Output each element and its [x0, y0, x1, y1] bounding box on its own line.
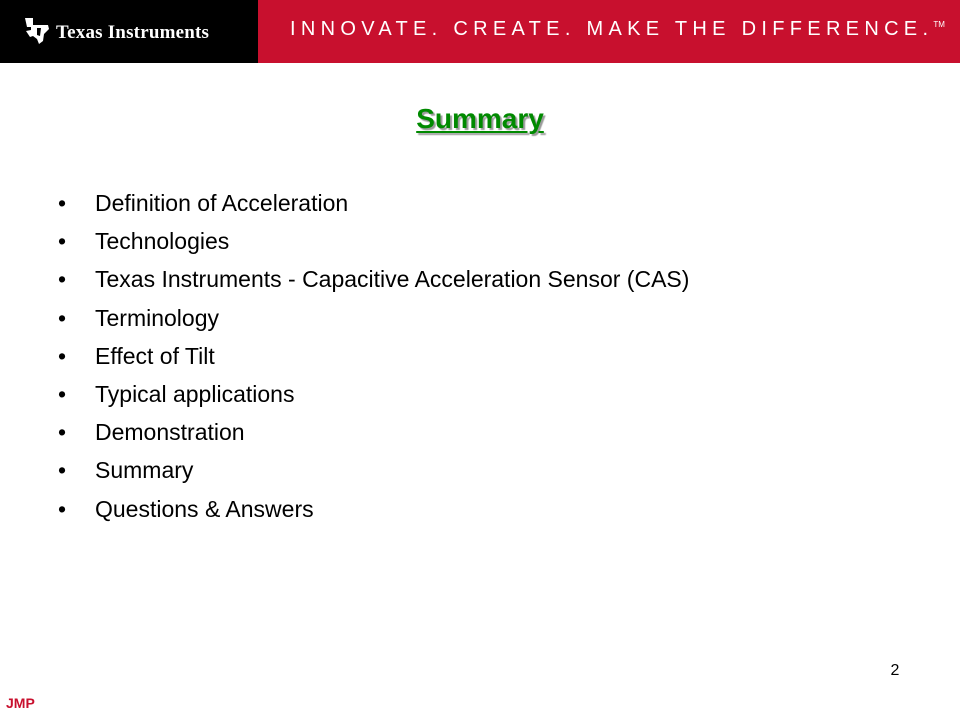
bullet-item: [58, 266, 689, 304]
bullet-item: [58, 457, 689, 495]
bullet-dot: •: [58, 380, 67, 407]
trademark-symbol: TM: [933, 20, 945, 29]
author-initials: JMP: [6, 695, 35, 711]
bullet-dot: •: [58, 419, 67, 446]
bullet-text: Technologies: [95, 228, 230, 255]
bullet-dot: •: [58, 304, 67, 331]
bullet-item: [58, 419, 689, 457]
brand-name: Texas Instruments: [56, 22, 210, 43]
bullet-text: Texas Instruments - Capacitive Acceleration Sensor (CAS): [95, 266, 690, 293]
slide-title: [0, 99, 960, 136]
bullet-list: [58, 190, 689, 534]
bullet-text: Effect of Tilt: [95, 342, 215, 369]
bullet-text: Terminology: [95, 304, 219, 331]
texas-state-logo-icon: [24, 16, 50, 46]
bullet-dot: •: [58, 266, 67, 293]
bullet-item: [58, 381, 689, 419]
bullet-dot: •: [58, 457, 67, 484]
bullet-dot: •: [58, 228, 67, 255]
bullet-item: [58, 496, 689, 534]
slide-title-text: Summary: [416, 103, 544, 134]
bullet-text: Summary: [95, 457, 194, 484]
bullet-text: Questions & Answers: [95, 495, 314, 522]
page-number: 2: [890, 662, 900, 679]
bullet-text: Typical applications: [95, 380, 295, 407]
bullet-item: [58, 190, 689, 228]
bullet-item: [58, 343, 689, 381]
brand-logo-box: [0, 0, 258, 63]
bullet-dot: •: [58, 495, 67, 522]
tagline-text: INNOVATE. CREATE. MAKE THE DIFFERENCE.: [290, 18, 934, 40]
brand-tagline: [290, 18, 945, 41]
bullet-dot: •: [58, 342, 67, 369]
bullet-item: [58, 228, 689, 266]
slide-header: [0, 0, 960, 63]
bullet-item: [58, 305, 689, 343]
bullet-dot: •: [58, 190, 67, 216]
bullet-text: Definition of Acceleration: [95, 190, 349, 216]
bullet-text: Demonstration: [95, 419, 245, 446]
